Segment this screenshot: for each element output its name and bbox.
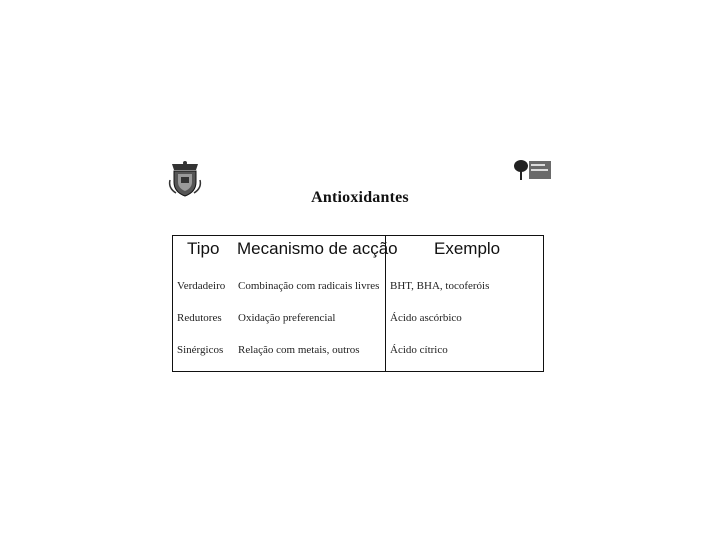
header-exemplo: Exemplo [434, 239, 501, 258]
cell-tipo-1: Verdadeiro [177, 280, 226, 292]
slide-title: Antioxidantes [311, 189, 409, 206]
antioxidants-table [172, 235, 544, 372]
cell-tipo-3: Sinérgicos [177, 344, 224, 356]
cell-exemplo-3: Ácido cítrico [390, 344, 448, 356]
cell-exemplo-1: BHT, BHA, tocoferóis [390, 280, 490, 292]
cell-mecanismo-1: Combinação com radicais livres [238, 280, 380, 292]
cell-mecanismo-3: Relação com metais, outros [238, 344, 360, 356]
tree-logo-icon [513, 158, 551, 184]
header-mecanismo: Mecanismo de acção [237, 239, 398, 258]
cell-exemplo-2: Ácido ascórbico [390, 312, 462, 324]
header-tipo: Tipo [187, 239, 220, 258]
cell-tipo-2: Redutores [177, 312, 222, 324]
cell-mecanismo-2: Oxidação preferencial [238, 312, 336, 324]
